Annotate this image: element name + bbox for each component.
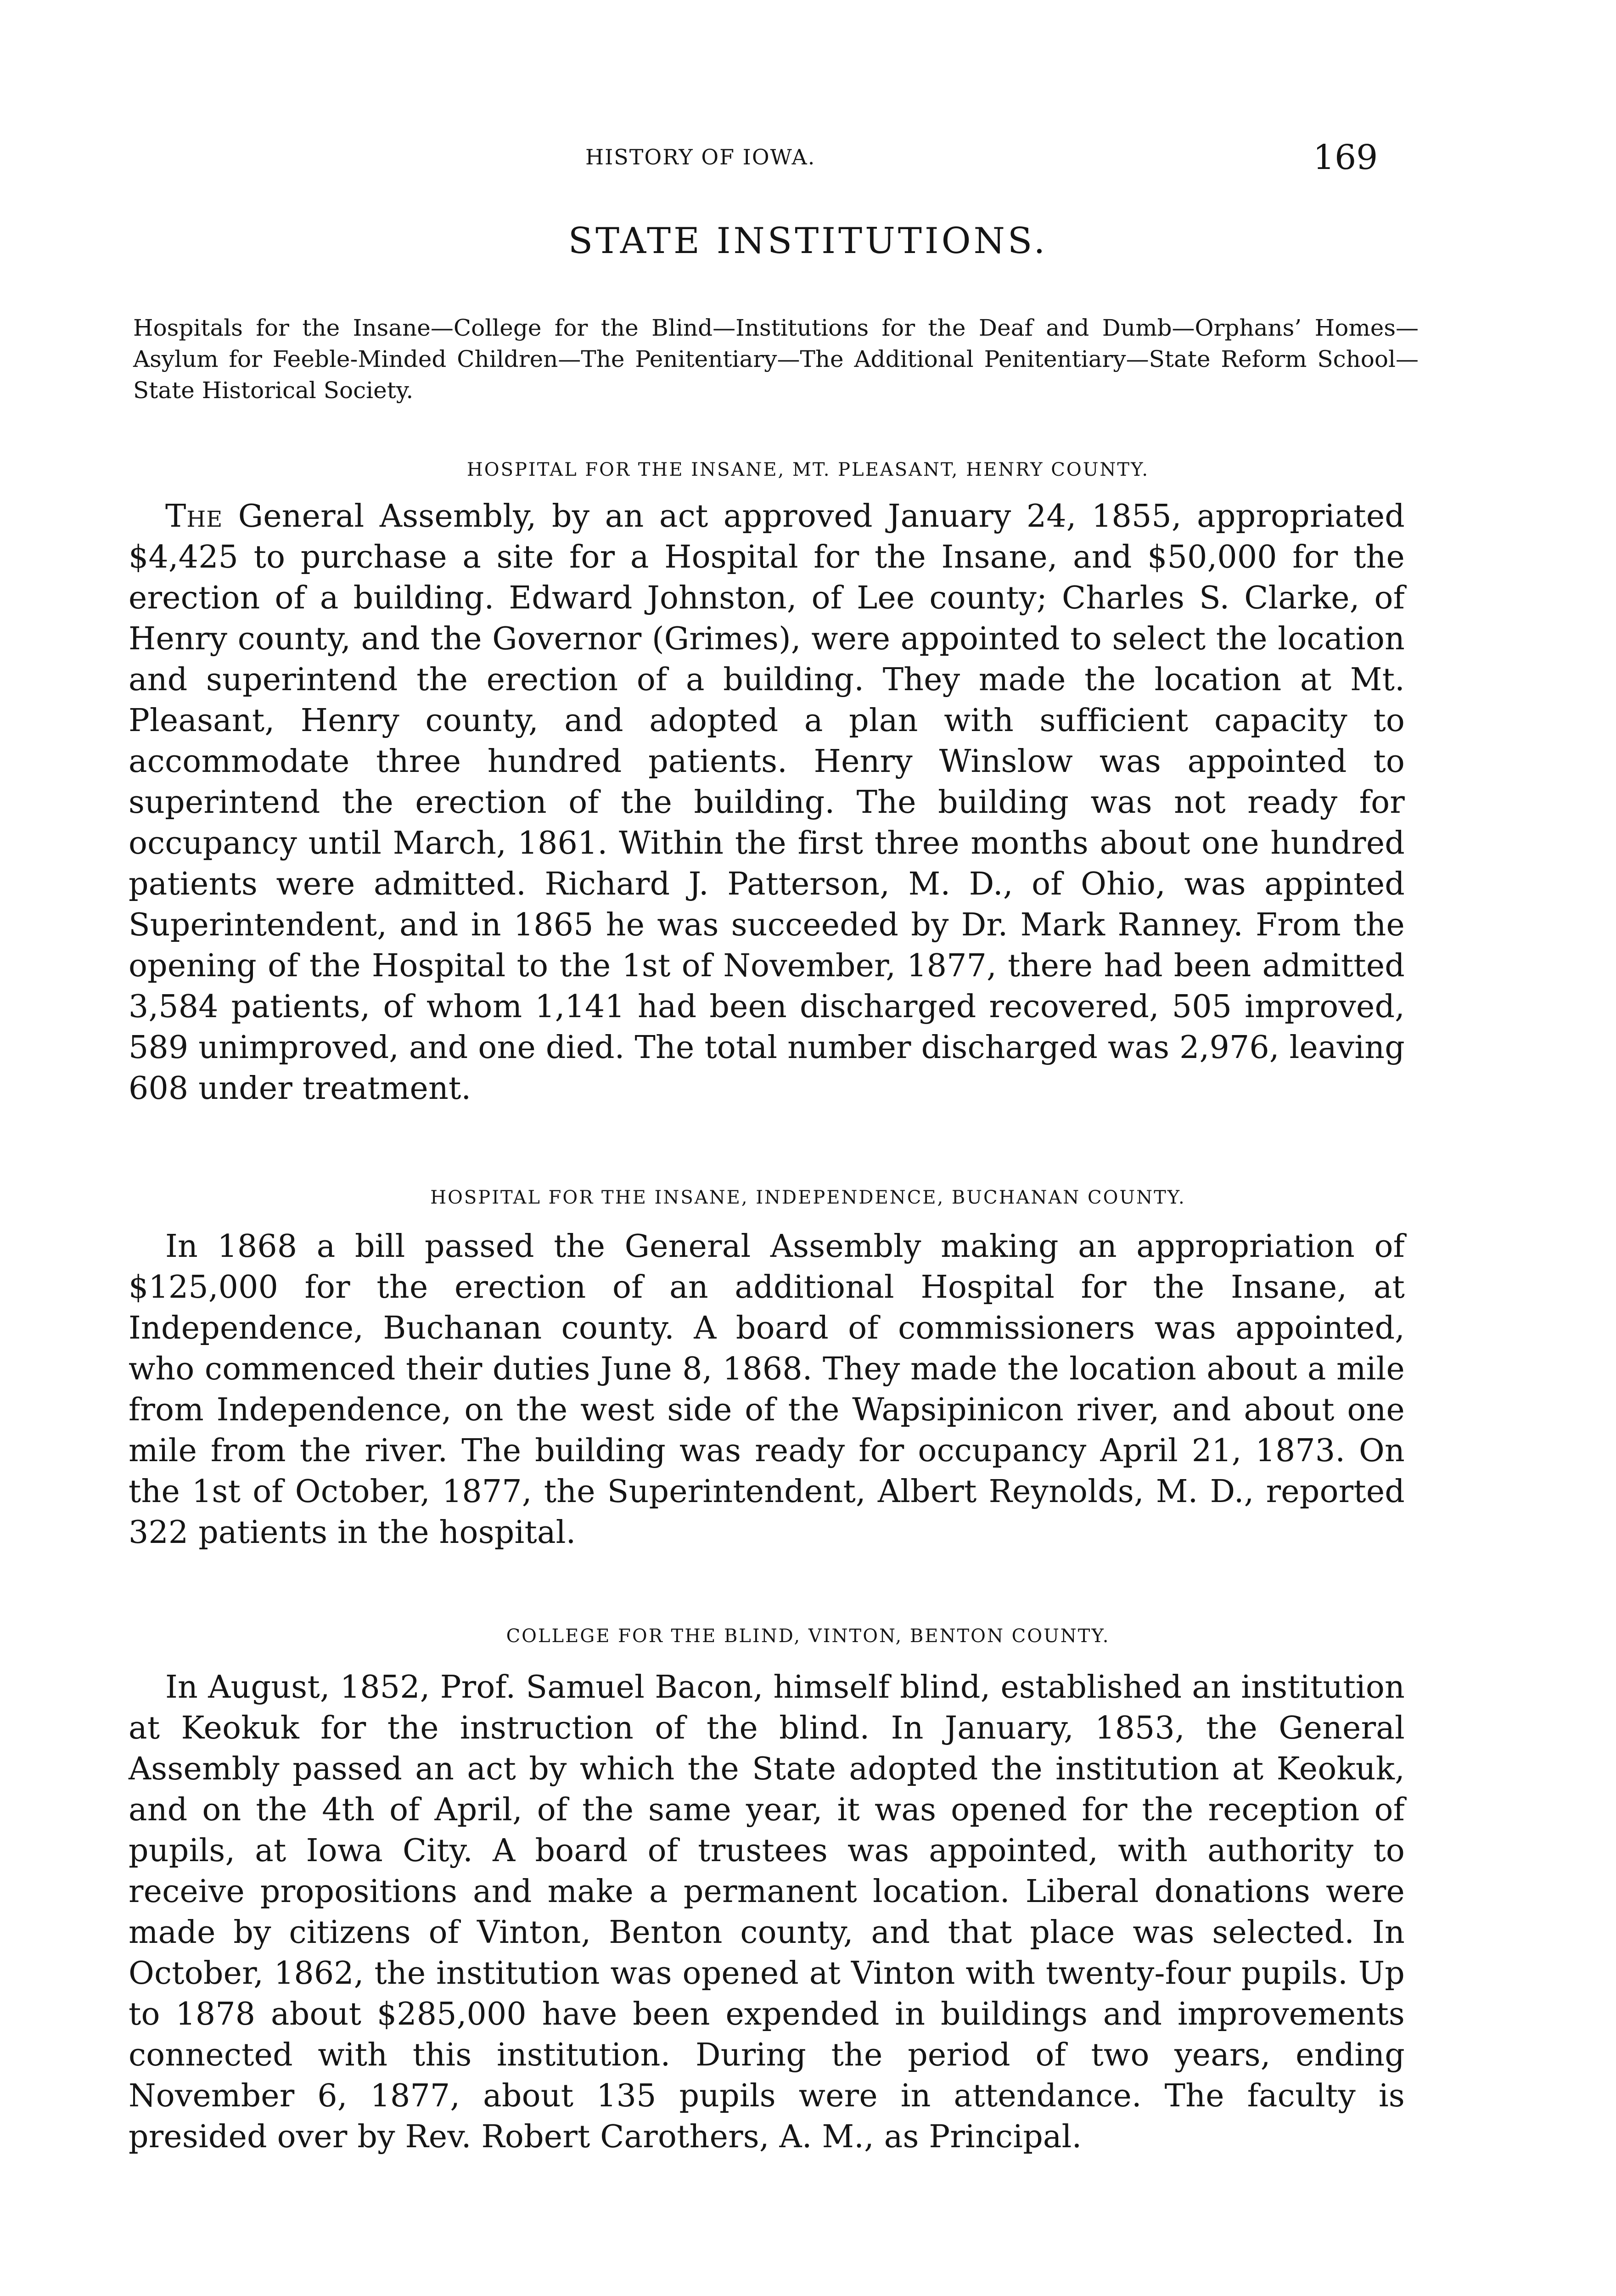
page-number: 169 bbox=[1313, 138, 1378, 177]
section-body-mt-pleasant bbox=[129, 496, 1405, 1109]
section-heading-mt-pleasant: HOSPITAL FOR THE INSANE, MT. PLEASANT, HENRY COUNTY. bbox=[466, 459, 1150, 480]
section-body-college-blind: In August, 1852, Prof. Samuel Bacon, himself blind, established an institution at Keokuk for the instruction of the blind. In January, 1853, the General Assembly passed an act by which the State adopted the institution at Keokuk, and on the 4th of April, of the same year, it was opened for the reception of pupils, at Iowa City. A board of trustees was appointed, with authority to receive propositions and make a permanent location. Liberal donations were made by citizens of Vinton, Benton county, and that place was selected. In October, 1862, the institution was opened at Vinton with twenty-four pupils. Up to 1878 about $285,000 have been expended in buildings and improvements connected with this institution. During the period of two years, ending November 6, 1877, about 135 pupils were in attendance. The faculty is presided over by Rev. Robert Carothers, A. M., as Principal. bbox=[129, 1669, 1405, 2155]
chapter-title: STATE INSTITUTIONS. bbox=[568, 220, 1048, 262]
chapter-synopsis: Hospitals for the Insane—College for the Blind—Institutions for the Deaf and Dumb—Orphans’ Homes—Asylum for Feeble-Minded Children—The Penitentiary—The Additional Penitentiary—State Reform School—State Historical Society. bbox=[133, 315, 1419, 404]
section-heading-college-blind: COLLEGE FOR THE BLIND, VINTON, BENTON COUNTY. bbox=[506, 1626, 1110, 1647]
running-head: HISTORY OF IOWA. bbox=[585, 145, 816, 169]
section-lead-word: The bbox=[165, 498, 223, 535]
section-heading-independence: HOSPITAL FOR THE INSANE, INDEPENDENCE, BUCHANAN COUNTY. bbox=[430, 1187, 1186, 1208]
section-text: General Assembly, by an act approved January 24, 1855, appropriated $4,425 to purchase a site for a Hospital for the Insane, and $50,000 for the erection of a building. Edward Johnston, of Lee county; Charles S. Clarke, of Henry county, and the Governor (Grimes), were appointed to select the location and superintend the erection of a building. They made the location at Mt. Pleasant, Henry county, and adopted a plan with sufficient capacity to accommodate three hundred patients. Henry Winslow was appointed to superintend the erection of the building. The building was not ready for occupancy until March, 1861. Within the first three months about one hundred patients were admitted. Richard J. Patterson, M. D., of Ohio, was appinted Superintendent, and in 1865 he was succeeded by Dr. Mark Ranney. From the opening of the Hospital to the 1st of November, 1877, there had been admitted 3,584 patients, of whom 1,141 had been discharged recovered, 505 improved, 589 unimproved, and one died. The total number discharged was 2,976, leaving 608 under treatment. bbox=[129, 498, 1405, 1107]
section-body-independence: In 1868 a bill passed the General Assembly making an appropriation of $125,000 for the erection of an additional Hospital for the Insane, at Independence, Buchanan county. A board of commissioners was appointed, who commenced their duties June 8, 1868. They made the location about a mile from Independence, on the west side of the Wapsipinicon river, and about one mile from the river. The building was ready for occupancy April 21, 1873. On the 1st of October, 1877, the Superintendent, Albert Reynolds, M. D., reported 322 patients in the hospital. bbox=[129, 1228, 1405, 1551]
